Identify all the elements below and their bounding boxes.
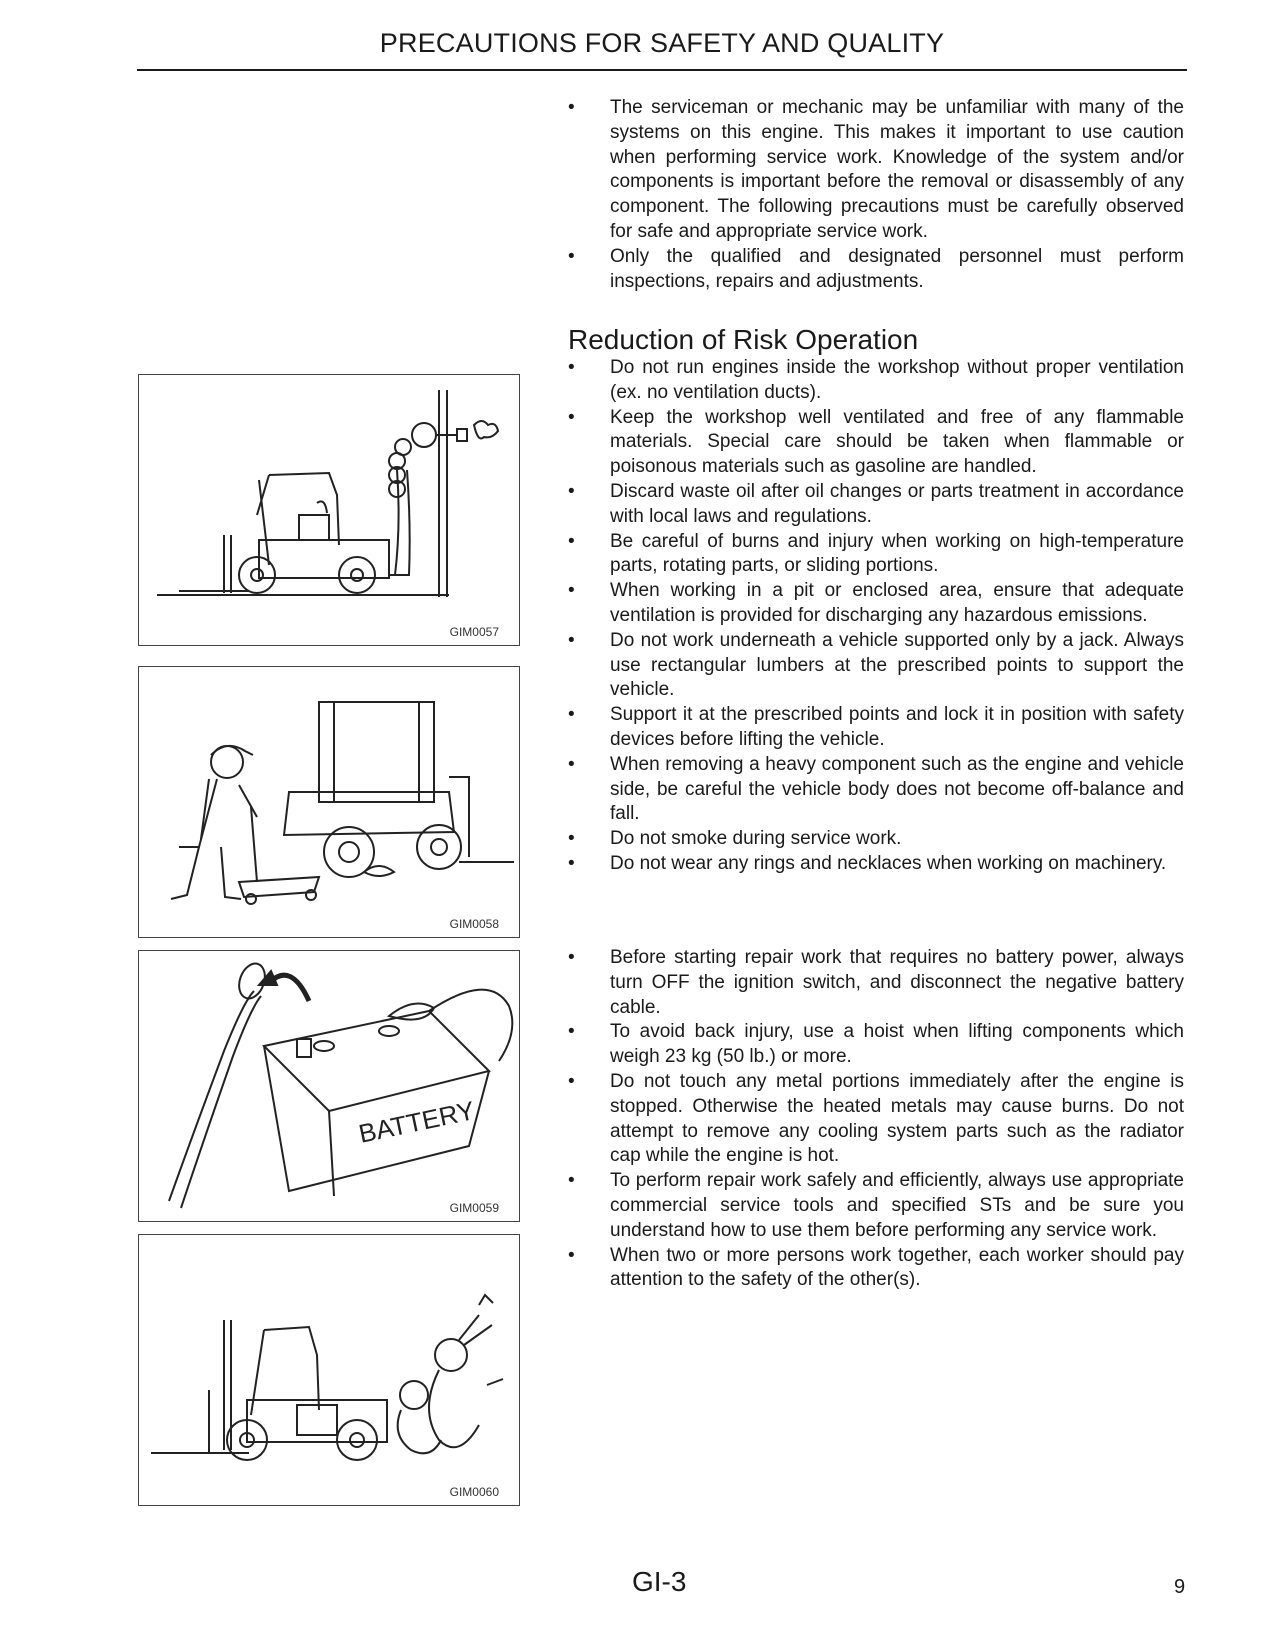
list-item: • Do not wear any rings and necklaces when working on machinery. [568, 852, 1167, 874]
list-item: • Do not work underneath a vehicle supported only by a jack. Always use rectangular lumbers at the prescribed points to support the vehicle. [568, 629, 1184, 701]
list-item: • Before starting repair work that requires no battery power, always turn OFF the ignition switch, and disconnect the negative battery cable. [568, 947, 1184, 1018]
risk-list [568, 356, 1184, 877]
page-title: PRECAUTIONS FOR SAFETY AND QUALITY [379, 28, 945, 58]
worker-caught-by-forklift-icon [139, 1235, 519, 1505]
figure-label: GIM0057 [449, 625, 499, 639]
list-item: • To avoid back injury, use a hoist when lifting components which weigh 23 kg (50 lb.) or more. [568, 1021, 1184, 1068]
risk-list-continued [568, 946, 1184, 1293]
list-item: • When removing a heavy component such as the engine and vehicle side, be careful the vehicle body does not become off-balance and fall. [568, 753, 1184, 825]
figure-label: GIM0059 [449, 1201, 499, 1215]
list-item: • Do not touch any metal portions immediately after the engine is stopped. Otherwise the heated metals may cause burns. Do not attempt to remove any cooling system parts such as the radiator cap while the engine is hot. [568, 1070, 1184, 1167]
list-item: • Be careful of burns and injury when working on high-temperature parts, rotating parts, or sliding portions. [568, 530, 1184, 577]
figure-label: GIM0058 [449, 917, 499, 931]
forklift-exhaust-ventilation-icon [139, 375, 519, 645]
list-item: • Keep the workshop well ventilated and free of any flammable materials. Special care should be taken when flammable or poisonous materials such as gasoline are handled. [568, 406, 1184, 478]
figure-exhaust-ventilation [138, 374, 520, 646]
intro-list [568, 96, 1184, 294]
list-item: • Do not run engines inside the workshop without proper ventilation (ex. no ventilation ducts). [568, 357, 1184, 403]
figure-collision [138, 1234, 520, 1506]
header-divider [137, 69, 1187, 71]
figure-battery [138, 950, 520, 1222]
list-item: • Support it at the prescribed points and lock it in position with safety devices before lifting the vehicle. [568, 704, 1184, 750]
list-item: • When working in a pit or enclosed area, ensure that adequate ventilation is provided for discharging any hazardous emissions. [568, 580, 1184, 626]
figure-label: GIM0060 [449, 1485, 499, 1499]
page-section-id: GI-3 [632, 1566, 687, 1597]
section-heading: Reduction of Risk Operation [568, 324, 919, 355]
figure-jacking [138, 666, 520, 938]
list-item: • Only the qualified and designated personnel must perform inspections, repairs and adjustments. [568, 245, 1184, 292]
list-item: • Discard waste oil after oil changes or parts treatment in accordance with local laws and regulations. [568, 480, 1184, 527]
battery-label: BATTERY [356, 1095, 478, 1149]
list-item: • To perform repair work safely and efficiently, always use appropriate commercial service tools and specified STs and be sure you understand how to use them before performing any service work. [568, 1170, 1184, 1241]
list-item: • When two or more persons work together, each worker should pay attention to the safety of the other(s). [568, 1244, 1184, 1291]
list-item: • Do not smoke during service work. [568, 828, 902, 850]
page-number: 9 [1174, 1576, 1186, 1598]
list-item: • The serviceman or mechanic may be unfamiliar with many of the systems on this engine. This makes it important to use caution when performing service work. Knowledge of the system and/or components is important before the removal or disassembly of any component. The following precautions must be carefully observed for safe and appropriate service work. [568, 97, 1184, 242]
mechanic-jacking-forklift-icon [139, 667, 519, 937]
battery-disconnect-icon [139, 951, 519, 1221]
